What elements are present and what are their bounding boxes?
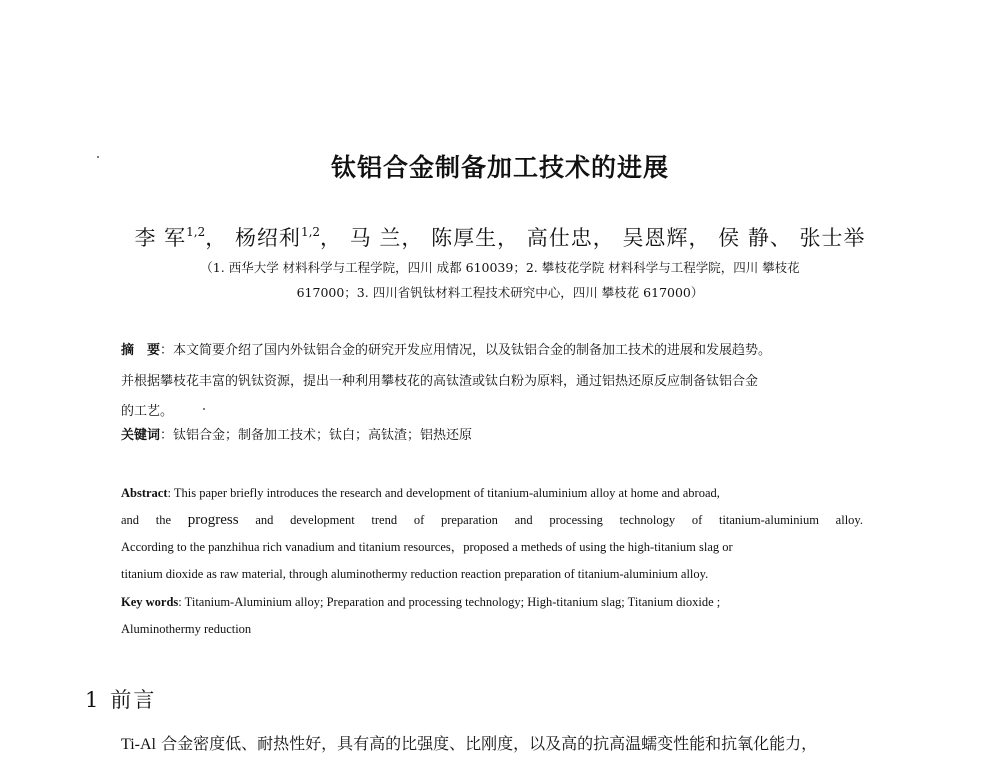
author-name: 吴恩辉: [622, 226, 689, 250]
author-name: 高仕忠: [526, 226, 593, 250]
author-list: [0, 222, 1000, 252]
author-separator: ，: [688, 226, 711, 250]
scan-speck: [203, 408, 205, 410]
keywords-en-text: Aluminothermy reduction: [121, 622, 252, 636]
abstract-en-text: and the: [121, 513, 188, 527]
author-separator: ，: [592, 226, 615, 250]
author-name: 陈厚生: [431, 226, 498, 250]
abstract-en-text: : This paper briefly introduces the research and development of titanium-aluminium alloy at home and abroad,: [167, 486, 720, 500]
abstract-cn-text: 并根据攀枝花丰富的钒钛资源，提出一种利用攀枝花的高钛渣或钛白粉为原料，通过铝热还原反应制备钛铝合金: [121, 374, 759, 389]
keywords-en-text: : Titanium-Aluminium alloy; Preparation and processing technology; High-titanium slag; Titanium dioxide ;: [178, 595, 721, 609]
author-separator: 、: [769, 226, 792, 250]
abstract-en-text: According to the panzhihua rich vanadium and titanium resources，proposed a metheds of using the high-titanium slag or: [121, 540, 733, 554]
section-title: 前言: [110, 688, 157, 712]
author-separator: ，: [401, 226, 424, 250]
section-number: 1: [85, 688, 101, 712]
keywords-cn-label: 关键词: [121, 428, 161, 443]
section-heading: [85, 684, 156, 714]
keywords-en: [121, 592, 720, 612]
abstract-en-text: titanium dioxide as raw material, through aluminothermy reduction reaction preparation of titanium-aluminium alloy.: [121, 567, 709, 581]
abstract-en-line: [121, 510, 863, 530]
affiliation-line: （1. 西华大学 材料科学与工程学院，四川 成都 610039；2. 攀枝花学院 材料科学与工程学院，四川 攀枝花: [200, 260, 800, 275]
body-text: Ti-Al: [121, 736, 156, 753]
keywords-cn-text: ：钛铝合金；制备加工技术；钛白；高钛渣；铝热还原: [160, 428, 473, 443]
author-separator: ，: [320, 226, 343, 250]
author-separator: ，: [205, 226, 228, 250]
abstract-cn-text: ：本文简要介绍了国内外钛铝合金的研究开发应用情况，以及钛铝合金的制备加工技术的进展和发展趋势。: [160, 343, 772, 358]
paper-title: 钛铝合金制备加工技术的进展: [330, 153, 669, 182]
abstract-en: [121, 483, 720, 503]
body-text-line: [121, 731, 817, 754]
abstract-cn: [121, 341, 771, 361]
affiliation-line: 617000；3. 四川省钒钛材料工程技术研究中心，四川 攀枝花 617000）: [296, 285, 704, 300]
author-name: 李 军: [134, 226, 187, 250]
abstract-en-text: progress: [187, 512, 239, 528]
abstract-en-text: and development trend of preparation and processing technology of titanium-aluminium alloy.: [238, 513, 863, 527]
abstract-en-label: Abstract: [121, 486, 168, 500]
author-name: 张士举: [799, 226, 866, 250]
author-separator: ，: [497, 226, 520, 250]
abstract-cn-label: 摘 要: [121, 343, 161, 358]
author-affiliation-mark: 1,2: [186, 225, 206, 239]
author-name: 侯 静: [718, 226, 770, 250]
author-name: 马 兰: [349, 226, 402, 250]
author-name: 杨绍利: [234, 226, 301, 250]
abstract-cn-text: 的工艺。: [121, 404, 174, 419]
keywords-cn: [121, 426, 472, 446]
body-text: 合金密度低、耐热性好，具有高的比强度、比刚度，以及高的抗高温蠕变性能和抗氧化能力，: [155, 734, 818, 753]
keywords-en-label: Key words: [121, 595, 179, 609]
author-affiliation-mark: 1,2: [300, 225, 321, 239]
